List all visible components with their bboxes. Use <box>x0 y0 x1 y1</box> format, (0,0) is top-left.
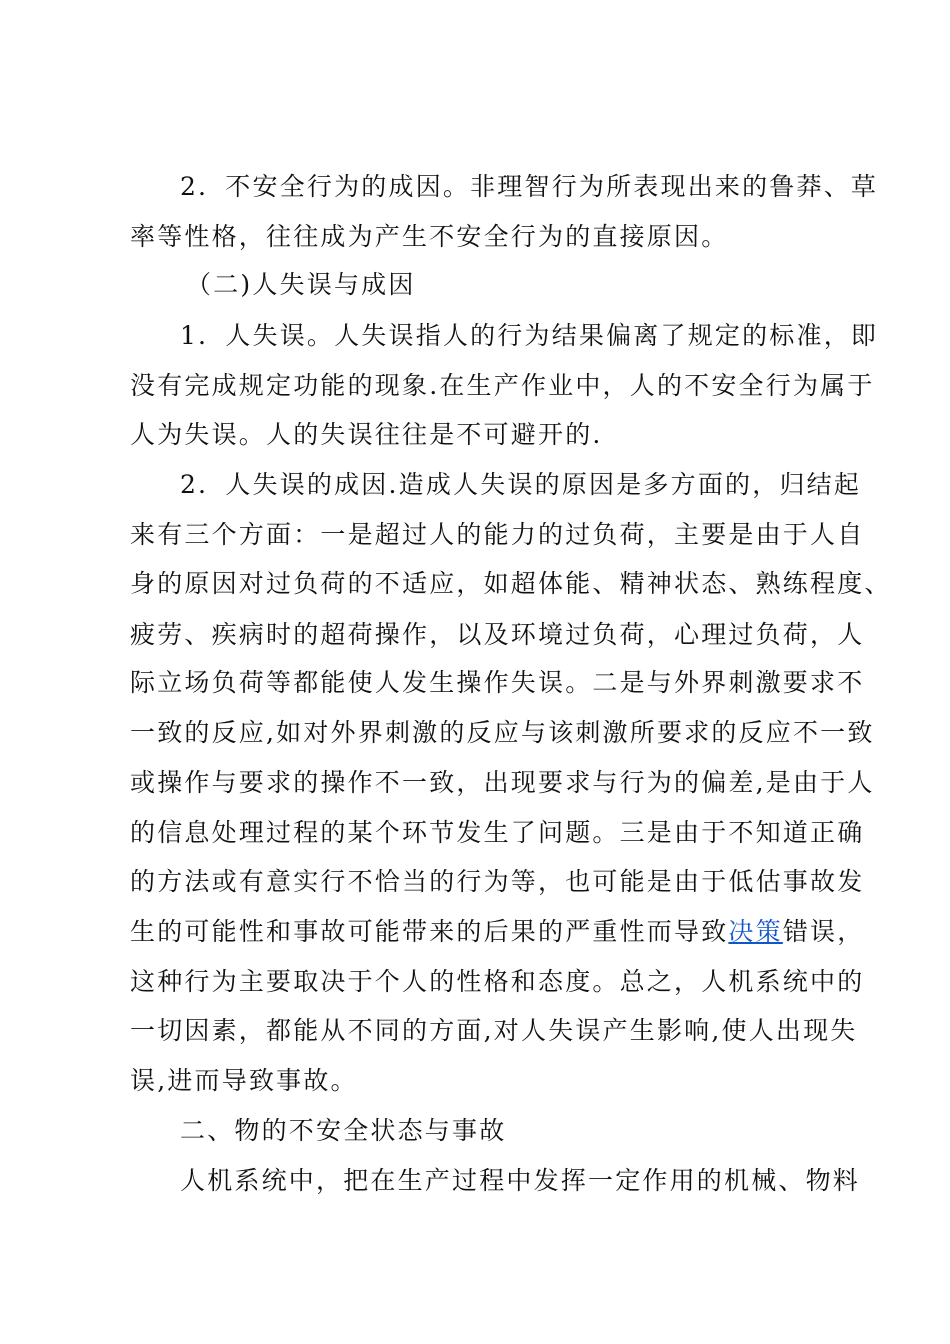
text-line: 人机系统中，把在生产过程中发挥一定作用的机械、物料 <box>180 1166 861 1195</box>
text-line: 一致的反应,如对外界刺激的反应与该刺激所要求的反应不一致 <box>130 718 875 747</box>
text-line: 人为失误。人的失误往往是不可避开的. <box>130 420 603 449</box>
text-line: 的信息处理过程的某个环节发生了问题。三是由于不知道正确 <box>130 818 865 847</box>
text-line: 没有完成规定功能的现象.在生产作业中，人的不安全行为属于 <box>130 371 875 400</box>
text-line: 身的原因对过负荷的不适应，如超体能、精神状态、熟练程度、 <box>130 569 892 598</box>
text-segment: 错误， <box>782 917 865 946</box>
text-line: 一切因素，都能从不同的方面,对人失误产生影响,使人出现失 <box>130 1016 858 1045</box>
text-line: 或操作与要求的操作不一致，出现要求与行为的偏差,是由于人 <box>130 768 875 797</box>
text-line: 疲劳、疾病时的超荷操作，以及环境过负荷，心理过负荷，人 <box>130 620 865 649</box>
section-heading: 二、物的不安全状态与事故 <box>180 1116 507 1145</box>
text-line: 误,进而导致事故。 <box>130 1066 358 1095</box>
decision-link[interactable]: 决策 <box>728 917 783 946</box>
text-line: 2．人失误的成因.造成人失误的原因是多方面的，归结起 <box>180 470 862 499</box>
text-line: 这种行为主要取决于个人的性格和态度。总之，人机系统中的 <box>130 967 865 996</box>
text-line: 率等性格，往往成为产生不安全行为的直接原因。 <box>130 222 729 251</box>
section-heading: （二)人失误与成因 <box>186 270 416 299</box>
text-segment: 生的可能性和事故可能带来的后果的严重性而导致 <box>130 917 729 946</box>
text-line: 来有三个方面：一是超过人的能力的过负荷，主要是由于人自 <box>130 520 865 549</box>
text-line: 际立场负荷等都能使人发生操作失误。二是与外界刺激要求不 <box>130 668 865 697</box>
text-line: 的方法或有意实行不恰当的行为等，也可能是由于低估事故发 <box>130 867 865 896</box>
text-line: 1．人失误。人失误指人的行为结果偏离了规定的标准，即 <box>180 321 879 350</box>
text-line: 2．不安全行为的成因。非理智行为所表现出来的鲁莽、草 <box>180 172 879 201</box>
text-line-with-link <box>130 917 864 947</box>
